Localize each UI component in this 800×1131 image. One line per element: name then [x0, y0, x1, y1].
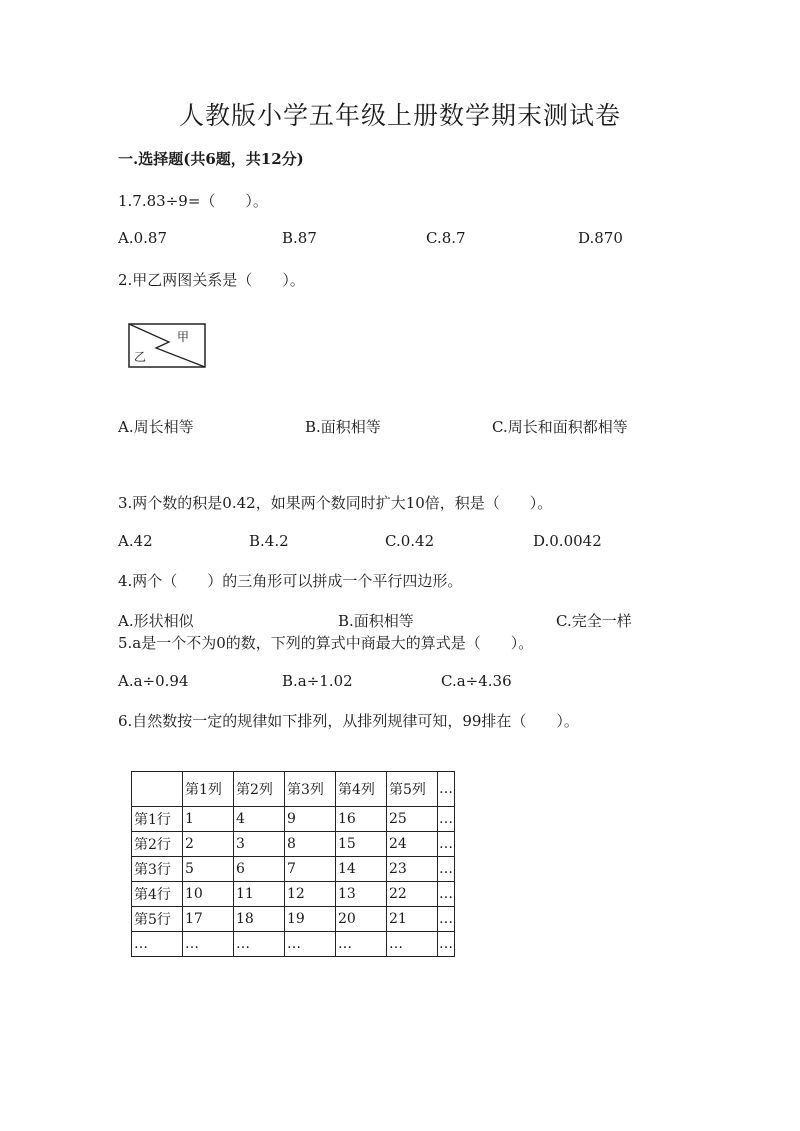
q5-option-a: A.a÷0.94 [118, 672, 189, 690]
table-row [132, 857, 455, 882]
q2-option-a: A.周长相等 [118, 418, 194, 436]
table-cell: 24 [387, 832, 438, 857]
table-cell: 19 [285, 907, 336, 932]
q1-option-b: B.87 [282, 229, 317, 247]
page-title: 人教版小学五年级上册数学期末测试卷 [178, 101, 621, 130]
table-cell: 10 [183, 882, 234, 907]
q2-option-b: B.面积相等 [305, 418, 381, 436]
table-cell: 18 [234, 907, 285, 932]
table-row-label: 第2行 [132, 832, 183, 857]
q1-option-c: C.8.7 [426, 229, 466, 247]
table-cell: 12 [285, 882, 336, 907]
q1-option-a: A.0.87 [118, 229, 167, 247]
q4-option-c: C.完全一样 [556, 612, 632, 630]
q3-option-a: A.42 [118, 532, 153, 550]
q3-option-d: D.0.0042 [533, 532, 602, 550]
q3-option-c: C.0.42 [385, 532, 435, 550]
table-cell: … [438, 907, 455, 932]
table-cell: … [438, 932, 455, 957]
q2-option-c: C.周长和面积都相等 [492, 418, 628, 436]
figure-label-jia: 甲 [177, 330, 190, 344]
table-row-label: 第5行 [132, 907, 183, 932]
table-cell: 14 [336, 857, 387, 882]
table-cell: 22 [387, 882, 438, 907]
table-cell: 20 [336, 907, 387, 932]
table-cell: … [438, 857, 455, 882]
table-header-cell: 第3列 [285, 772, 336, 807]
table-row [132, 832, 455, 857]
table-cell: … [183, 932, 234, 957]
question-1: 1.7.83÷9=（ ）。 [118, 192, 268, 210]
question-4: 4.两个（ ）的三角形可以拼成一个平行四边形。 [118, 572, 463, 590]
table-cell: … [234, 932, 285, 957]
table-cell: 2 [183, 832, 234, 857]
table-header-cell: … [438, 772, 455, 807]
table-header-cell: 第5列 [387, 772, 438, 807]
table-cell: 13 [336, 882, 387, 907]
number-arrangement-table [131, 771, 455, 957]
figure-label-yi: 乙 [134, 350, 147, 364]
table-cell: 8 [285, 832, 336, 857]
table-row-label: 第1行 [132, 807, 183, 832]
q1-option-d: D.870 [578, 229, 623, 247]
table-cell: … [285, 932, 336, 957]
table-header-cell: 第2列 [234, 772, 285, 807]
q5-option-c: C.a÷4.36 [441, 672, 512, 690]
question-5: 5.a是一个不为0的数，下列的算式中商最大的算式是（ ）。 [118, 634, 534, 652]
table-row [132, 932, 455, 957]
table-header-cell: 第1列 [183, 772, 234, 807]
table-row [132, 882, 455, 907]
table-cell: … [438, 807, 455, 832]
table-cell: 6 [234, 857, 285, 882]
q3-option-b: B.4.2 [249, 532, 289, 550]
table-cell: 21 [387, 907, 438, 932]
table-row [132, 907, 455, 932]
table-cell: … [336, 932, 387, 957]
table-cell: 3 [234, 832, 285, 857]
table-cell: … [438, 882, 455, 907]
table-row-label: 第4行 [132, 882, 183, 907]
q4-option-a: A.形状相似 [118, 612, 194, 630]
table-cell: 15 [336, 832, 387, 857]
table-cell: 1 [183, 807, 234, 832]
rectangle-figure [128, 323, 208, 369]
table-cell: 11 [234, 882, 285, 907]
section-heading: 一.选择题(共6题，共12分) [118, 150, 304, 168]
table-cell: 5 [183, 857, 234, 882]
table-cell: … [387, 932, 438, 957]
table-row-label: … [132, 932, 183, 957]
table-cell: 17 [183, 907, 234, 932]
table-cell: 4 [234, 807, 285, 832]
q5-option-b: B.a÷1.02 [282, 672, 353, 690]
table-header-row [132, 772, 455, 807]
table-row [132, 807, 455, 832]
table-cell: 25 [387, 807, 438, 832]
table-cell: … [438, 832, 455, 857]
question-3: 3.两个数的积是0.42，如果两个数同时扩大10倍，积是（ ）。 [118, 494, 553, 512]
table-cell [132, 772, 183, 807]
table-cell: 23 [387, 857, 438, 882]
question-2: 2.甲乙两图关系是（ ）。 [118, 271, 305, 289]
table-cell: 9 [285, 807, 336, 832]
table-row-label: 第3行 [132, 857, 183, 882]
table-cell: 7 [285, 857, 336, 882]
q4-option-b: B.面积相等 [338, 612, 414, 630]
table-header-cell: 第4列 [336, 772, 387, 807]
table-cell: 16 [336, 807, 387, 832]
question-6: 6.自然数按一定的规律如下排列，从排列规律可知，99排在（ ）。 [118, 712, 579, 730]
